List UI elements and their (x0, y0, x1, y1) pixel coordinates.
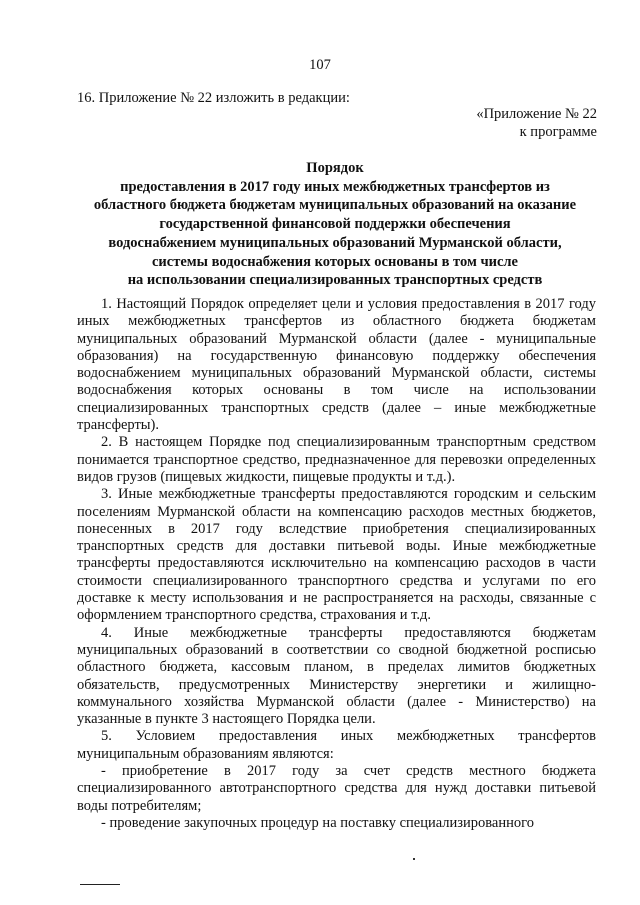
title-line: на использовании специализированных транспортных средств (127, 272, 543, 289)
document-body (77, 296, 596, 832)
appendix-reference (476, 105, 597, 141)
list-item-2: - проведение закупочных процедур на поставку специализированного (101, 814, 534, 831)
appendix-reference-line1: «Приложение № 22 (476, 106, 597, 122)
title-heading: Порядок (306, 160, 364, 176)
paragraph-2: 2. В настоящем Порядке под специализированным транспортным средством понимается транспортное средство, предназначенное для перевозки определенных видов грузов (пищевых жидкости, пищевые продукты и т.д.). (77, 434, 596, 485)
title-line: областного бюджета бюджетам муниципальных образований на оказание (93, 197, 577, 214)
list-item-1: - приобретение в 2017 году за счет средств местного бюджета специализированного автотранспортного средства для нужд доставки питьевой воды потребителям; (77, 763, 596, 814)
paragraph-3: 3. Иные межбюджетные трансферты предоставляются городским и сельским поселениям Мурманской области на компенсацию расходов местных бюджетов, понесенных в 2017 году вследствие приобретения специализированных транспортных средств для доставки питьевой воды. Иные межбюджетные трансферты предоставляются исключительно на компенсацию расходов в части стоимости специализированного транспортного средства и услугами по его доставке к месту использования и не распространяется на расходы, связанные с оформлением транспортного средства, страхования и т.д. (77, 486, 596, 624)
appendix-reference-line2: к программе (519, 124, 597, 140)
scan-speck (413, 858, 415, 860)
amendment-line: 16. Приложение № 22 изложить в редакции: (77, 90, 350, 106)
paragraph-4: 4. Иные межбюджетные трансферты предоставляются бюджетам муниципальных образований в соответствии со сводной бюджетной росписью областного бюджета, кассовым планом, в пределах лимитов бюджетных обязательств, предусмотренных Министерству энергетики и жилищно-коммунального хозяйства Мурманской области (далее - Министерство) на указанные в пункте 3 настоящего Порядка цели. (77, 624, 596, 728)
document-title (60, 159, 610, 290)
title-line: водоснабжением муниципальных образований Мурманской области, (108, 234, 562, 251)
title-line: государственной финансовой поддержки обеспечения (159, 216, 511, 233)
paragraph-1: 1. Настоящий Порядок определяет цели и условия предоставления в 2017 году иных межбюджетных трансфертов из областного бюджета бюджетам муниципальных образований Мурманской области (далее - муниципальные образования) на государственную финансовую поддержку обеспечения водоснабжением муниципальных образований Мурманской области, системы водоснабжения которых основаны в том числе на использовании специализированных транспортных средств (далее – иные межбюджетные трансферты). (77, 296, 596, 434)
footer-rule (80, 884, 120, 885)
page-number: 107 (309, 57, 331, 73)
title-line: системы водоснабжения которых основаны в том числе (152, 253, 518, 270)
paragraph-5: 5. Условием предоставления иных межбюджетных трансфертов муниципальным образованиям являются: (77, 728, 596, 762)
title-line: предоставления в 2017 году иных межбюджетных трансфертов из (120, 178, 550, 195)
